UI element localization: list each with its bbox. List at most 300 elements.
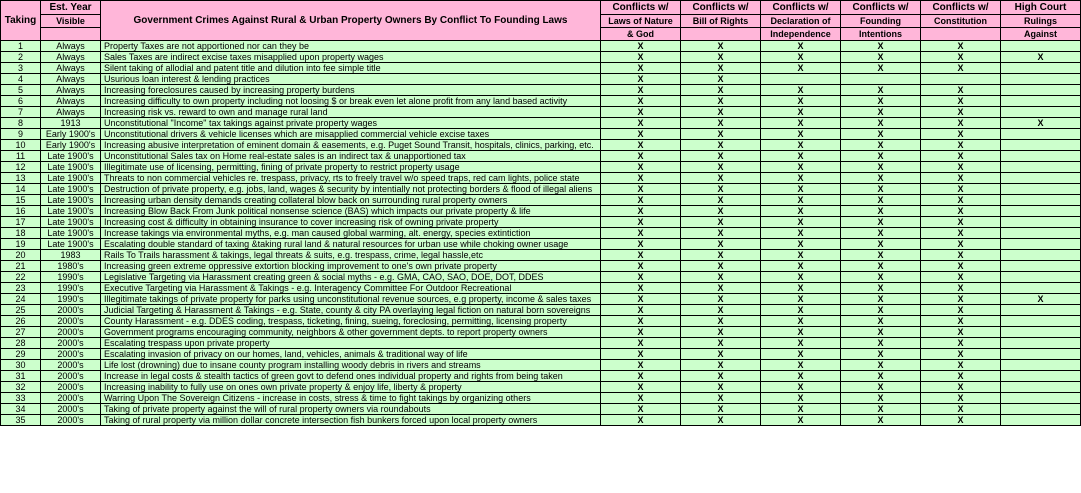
cell-taking-number: 31 bbox=[1, 371, 41, 382]
cell-high-court-rulings bbox=[1001, 195, 1081, 206]
cell-conflict-constitution: X bbox=[921, 52, 1001, 63]
cell-est-year: 1990's bbox=[41, 294, 101, 305]
cell-conflict-declaration: X bbox=[761, 228, 841, 239]
cell-conflict-constitution: X bbox=[921, 272, 1001, 283]
cell-conflict-bill-of-rights: X bbox=[681, 151, 761, 162]
cell-high-court-rulings bbox=[1001, 360, 1081, 371]
table-row bbox=[1, 184, 1081, 195]
cell-est-year: Early 1900's bbox=[41, 129, 101, 140]
cell-conflict-constitution: X bbox=[921, 360, 1001, 371]
cell-conflict-nature: X bbox=[601, 261, 681, 272]
header-conflict-founding-3: Intentions bbox=[841, 28, 921, 41]
cell-conflict-nature: X bbox=[601, 41, 681, 52]
header-conflict-doi-3: Independence bbox=[761, 28, 841, 41]
table-row bbox=[1, 162, 1081, 173]
table-row bbox=[1, 272, 1081, 283]
cell-est-year: 2000's bbox=[41, 316, 101, 327]
cell-conflict-bill-of-rights: X bbox=[681, 393, 761, 404]
cell-conflict-bill-of-rights: X bbox=[681, 294, 761, 305]
table-row bbox=[1, 74, 1081, 85]
cell-description: Escalating invasion of privacy on our homes, land, vehicles, animals & traditional way of life bbox=[101, 349, 601, 360]
cell-est-year: Late 1900's bbox=[41, 239, 101, 250]
cell-description: Threats to non commercial vehicles re. trespass, privacy, rts to freely travel w/o speed traps, red cam lights, police state bbox=[101, 173, 601, 184]
cell-est-year: Always bbox=[41, 107, 101, 118]
cell-conflict-nature: X bbox=[601, 415, 681, 426]
cell-conflict-founding-intentions: X bbox=[841, 393, 921, 404]
cell-description: Increasing green extreme oppressive extortion blocking improvement to one's own private property bbox=[101, 261, 601, 272]
cell-description: Executive Targeting via Harassment & Takings - e.g. Interagency Committee For Outdoor Recreational bbox=[101, 283, 601, 294]
cell-conflict-nature: X bbox=[601, 118, 681, 129]
cell-description: Increasing inability to fully use on ones own private property & enjoy life, liberty & property bbox=[101, 382, 601, 393]
cell-est-year: 2000's bbox=[41, 349, 101, 360]
table-row bbox=[1, 85, 1081, 96]
cell-taking-number: 25 bbox=[1, 305, 41, 316]
cell-est-year: 2000's bbox=[41, 404, 101, 415]
table-row bbox=[1, 338, 1081, 349]
cell-conflict-declaration: X bbox=[761, 316, 841, 327]
cell-conflict-constitution: X bbox=[921, 96, 1001, 107]
cell-description: Increasing cost & difficulty in obtaining insurance to cover increasing risk of owning private property bbox=[101, 217, 601, 228]
cell-est-year: 2000's bbox=[41, 305, 101, 316]
cell-taking-number: 4 bbox=[1, 74, 41, 85]
table-row bbox=[1, 305, 1081, 316]
cell-description: Increasing abusive interpretation of eminent domain & easements, e.g. Puget Sound Transit, hospitals, clinics, parking, etc. bbox=[101, 140, 601, 151]
cell-est-year: 2000's bbox=[41, 393, 101, 404]
cell-taking-number: 21 bbox=[1, 261, 41, 272]
cell-taking-number: 5 bbox=[1, 85, 41, 96]
cell-description: Life lost (drowning) due to insane county program installing woody debris in rivers and streams bbox=[101, 360, 601, 371]
cell-conflict-bill-of-rights: X bbox=[681, 349, 761, 360]
cell-conflict-founding-intentions: X bbox=[841, 294, 921, 305]
cell-conflict-nature: X bbox=[601, 228, 681, 239]
cell-conflict-founding-intentions bbox=[841, 74, 921, 85]
cell-conflict-founding-intentions: X bbox=[841, 63, 921, 74]
header-conflict-nature-2: Laws of Nature bbox=[601, 15, 681, 28]
cell-high-court-rulings bbox=[1001, 272, 1081, 283]
cell-conflict-founding-intentions: X bbox=[841, 305, 921, 316]
cell-est-year: 1980's bbox=[41, 261, 101, 272]
header-conflict-constitution-1: Conflicts w/ bbox=[921, 1, 1001, 15]
cell-taking-number: 33 bbox=[1, 393, 41, 404]
cell-conflict-declaration: X bbox=[761, 371, 841, 382]
cell-taking-number: 27 bbox=[1, 327, 41, 338]
cell-taking-number: 24 bbox=[1, 294, 41, 305]
table-row bbox=[1, 415, 1081, 426]
cell-est-year: Always bbox=[41, 96, 101, 107]
cell-conflict-constitution: X bbox=[921, 41, 1001, 52]
cell-conflict-constitution: X bbox=[921, 250, 1001, 261]
header-conflict-nature-3: & God bbox=[601, 28, 681, 41]
cell-est-year: Late 1900's bbox=[41, 206, 101, 217]
cell-conflict-nature: X bbox=[601, 96, 681, 107]
cell-conflict-constitution: X bbox=[921, 261, 1001, 272]
cell-description: Escalating trespass upon private property bbox=[101, 338, 601, 349]
cell-conflict-bill-of-rights: X bbox=[681, 283, 761, 294]
cell-conflict-nature: X bbox=[601, 162, 681, 173]
cell-conflict-bill-of-rights: X bbox=[681, 140, 761, 151]
cell-conflict-constitution: X bbox=[921, 195, 1001, 206]
cell-conflict-bill-of-rights: X bbox=[681, 206, 761, 217]
cell-est-year: 2000's bbox=[41, 371, 101, 382]
cell-conflict-declaration: X bbox=[761, 63, 841, 74]
cell-conflict-bill-of-rights: X bbox=[681, 382, 761, 393]
cell-conflict-constitution: X bbox=[921, 327, 1001, 338]
cell-high-court-rulings bbox=[1001, 162, 1081, 173]
cell-conflict-founding-intentions: X bbox=[841, 371, 921, 382]
cell-conflict-constitution: X bbox=[921, 316, 1001, 327]
cell-conflict-founding-intentions: X bbox=[841, 41, 921, 52]
page-title: Government Crimes Against Rural & Urban Property Owners By Conflict To Founding Laws bbox=[101, 1, 601, 41]
header-highcourt-3: Against bbox=[1001, 28, 1081, 41]
cell-high-court-rulings: X bbox=[1001, 118, 1081, 129]
cell-high-court-rulings bbox=[1001, 415, 1081, 426]
cell-conflict-constitution: X bbox=[921, 415, 1001, 426]
cell-est-year: 2000's bbox=[41, 327, 101, 338]
cell-est-year: 2000's bbox=[41, 415, 101, 426]
cell-conflict-nature: X bbox=[601, 217, 681, 228]
cell-conflict-nature: X bbox=[601, 272, 681, 283]
cell-conflict-bill-of-rights: X bbox=[681, 305, 761, 316]
cell-conflict-nature: X bbox=[601, 349, 681, 360]
cell-conflict-founding-intentions: X bbox=[841, 151, 921, 162]
cell-conflict-bill-of-rights: X bbox=[681, 74, 761, 85]
cell-description: Escalating double standard of taxing &taking rural land & natural resources for urban use while choking owner usage bbox=[101, 239, 601, 250]
cell-est-year: 1983 bbox=[41, 250, 101, 261]
cell-high-court-rulings bbox=[1001, 261, 1081, 272]
cell-high-court-rulings bbox=[1001, 338, 1081, 349]
cell-conflict-founding-intentions: X bbox=[841, 261, 921, 272]
cell-description: Increasing foreclosures caused by increasing property burdens bbox=[101, 85, 601, 96]
cell-conflict-nature: X bbox=[601, 173, 681, 184]
table-row bbox=[1, 118, 1081, 129]
cell-description: Unconstitutional drivers & vehicle licenses which are misapplied commercial vehicle excise taxes bbox=[101, 129, 601, 140]
cell-high-court-rulings bbox=[1001, 250, 1081, 261]
table-row bbox=[1, 228, 1081, 239]
cell-conflict-bill-of-rights: X bbox=[681, 250, 761, 261]
header-highcourt-2: Rulings bbox=[1001, 15, 1081, 28]
cell-high-court-rulings bbox=[1001, 85, 1081, 96]
table-row bbox=[1, 206, 1081, 217]
cell-conflict-founding-intentions: X bbox=[841, 327, 921, 338]
cell-conflict-nature: X bbox=[601, 52, 681, 63]
cell-conflict-constitution: X bbox=[921, 162, 1001, 173]
header-year-visible: Visible bbox=[41, 15, 101, 28]
cell-est-year: Early 1900's bbox=[41, 140, 101, 151]
table-row bbox=[1, 261, 1081, 272]
cell-conflict-founding-intentions: X bbox=[841, 382, 921, 393]
table-row bbox=[1, 360, 1081, 371]
table-row bbox=[1, 173, 1081, 184]
cell-conflict-declaration: X bbox=[761, 151, 841, 162]
table-row bbox=[1, 151, 1081, 162]
table-row bbox=[1, 217, 1081, 228]
cell-conflict-constitution: X bbox=[921, 129, 1001, 140]
cell-conflict-nature: X bbox=[601, 129, 681, 140]
cell-taking-number: 29 bbox=[1, 349, 41, 360]
header-conflict-constitution-3 bbox=[921, 28, 1001, 41]
cell-high-court-rulings bbox=[1001, 283, 1081, 294]
cell-conflict-founding-intentions: X bbox=[841, 228, 921, 239]
cell-conflict-nature: X bbox=[601, 85, 681, 96]
cell-conflict-bill-of-rights: X bbox=[681, 360, 761, 371]
cell-conflict-nature: X bbox=[601, 239, 681, 250]
cell-taking-number: 35 bbox=[1, 415, 41, 426]
cell-description: Rails To Trails harassment & takings, legal threats & suits, e.g. trespass, crime, legal hassle,etc bbox=[101, 250, 601, 261]
cell-est-year: Late 1900's bbox=[41, 151, 101, 162]
cell-high-court-rulings bbox=[1001, 393, 1081, 404]
cell-conflict-founding-intentions: X bbox=[841, 349, 921, 360]
cell-high-court-rulings bbox=[1001, 41, 1081, 52]
cell-high-court-rulings bbox=[1001, 107, 1081, 118]
cell-est-year: Always bbox=[41, 85, 101, 96]
cell-conflict-constitution: X bbox=[921, 305, 1001, 316]
table-row bbox=[1, 294, 1081, 305]
cell-conflict-founding-intentions: X bbox=[841, 250, 921, 261]
cell-high-court-rulings bbox=[1001, 96, 1081, 107]
cell-high-court-rulings: X bbox=[1001, 294, 1081, 305]
header-taking: Taking bbox=[1, 1, 41, 41]
cell-conflict-declaration: X bbox=[761, 52, 841, 63]
cell-high-court-rulings bbox=[1001, 217, 1081, 228]
cell-conflict-bill-of-rights: X bbox=[681, 404, 761, 415]
cell-description: Increasing Blow Back From Junk political nonsense science (BAS) which impacts our private property & life bbox=[101, 206, 601, 217]
cell-high-court-rulings bbox=[1001, 151, 1081, 162]
cell-conflict-constitution: X bbox=[921, 151, 1001, 162]
cell-taking-number: 17 bbox=[1, 217, 41, 228]
cell-conflict-declaration: X bbox=[761, 217, 841, 228]
cell-conflict-nature: X bbox=[601, 250, 681, 261]
cell-conflict-nature: X bbox=[601, 63, 681, 74]
cell-conflict-nature: X bbox=[601, 294, 681, 305]
table-row bbox=[1, 316, 1081, 327]
cell-conflict-declaration: X bbox=[761, 118, 841, 129]
cell-conflict-bill-of-rights: X bbox=[681, 327, 761, 338]
cell-taking-number: 32 bbox=[1, 382, 41, 393]
cell-conflict-nature: X bbox=[601, 404, 681, 415]
cell-taking-number: 14 bbox=[1, 184, 41, 195]
table-row bbox=[1, 140, 1081, 151]
cell-conflict-bill-of-rights: X bbox=[681, 239, 761, 250]
cell-conflict-bill-of-rights: X bbox=[681, 162, 761, 173]
table-row bbox=[1, 250, 1081, 261]
cell-taking-number: 20 bbox=[1, 250, 41, 261]
cell-high-court-rulings bbox=[1001, 184, 1081, 195]
cell-high-court-rulings bbox=[1001, 206, 1081, 217]
cell-conflict-nature: X bbox=[601, 195, 681, 206]
cell-conflict-nature: X bbox=[601, 327, 681, 338]
cell-conflict-bill-of-rights: X bbox=[681, 261, 761, 272]
cell-description: Warring Upon The Sovereign Citizens - increase in costs, stress & time to fight takings by organizing others bbox=[101, 393, 601, 404]
cell-description: Judicial Targeting & Harassment & Takings - e.g. State, county & city PA overlaying legal fiction on natural born sovereigns bbox=[101, 305, 601, 316]
cell-est-year: Late 1900's bbox=[41, 228, 101, 239]
cell-conflict-constitution: X bbox=[921, 239, 1001, 250]
cell-conflict-constitution bbox=[921, 74, 1001, 85]
cell-conflict-declaration: X bbox=[761, 96, 841, 107]
table-row bbox=[1, 63, 1081, 74]
cell-taking-number: 34 bbox=[1, 404, 41, 415]
cell-high-court-rulings: X bbox=[1001, 52, 1081, 63]
table-row bbox=[1, 41, 1081, 52]
header-est-year: Est. Year bbox=[41, 1, 101, 15]
header-conflict-bor-2: Bill of Rights bbox=[681, 15, 761, 28]
cell-est-year: Always bbox=[41, 74, 101, 85]
cell-taking-number: 3 bbox=[1, 63, 41, 74]
cell-conflict-founding-intentions: X bbox=[841, 283, 921, 294]
cell-conflict-bill-of-rights: X bbox=[681, 41, 761, 52]
cell-conflict-declaration: X bbox=[761, 173, 841, 184]
cell-description: Increase in legal costs & stealth tactics of green govt to defend ones individual property and rights from being taken bbox=[101, 371, 601, 382]
cell-conflict-bill-of-rights: X bbox=[681, 338, 761, 349]
cell-conflict-bill-of-rights: X bbox=[681, 184, 761, 195]
cell-description: Unconstitutional "Income" tax takings against private property wages bbox=[101, 118, 601, 129]
cell-description: Illegitimate use of licensing, permitting, fining of private property to restrict property usage bbox=[101, 162, 601, 173]
cell-conflict-founding-intentions: X bbox=[841, 129, 921, 140]
cell-description: Legislative Targeting via Harassment creating green & social myths - e.g. GMA, CAO, SAO, DOE, DOT, DDES bbox=[101, 272, 601, 283]
cell-conflict-bill-of-rights: X bbox=[681, 415, 761, 426]
cell-est-year: Always bbox=[41, 52, 101, 63]
header-conflict-founding-1: Conflicts w/ bbox=[841, 1, 921, 15]
cell-description: Taking of rural property via million dollar concrete intersection fish bunkers forced upon local property owners bbox=[101, 415, 601, 426]
cell-conflict-declaration: X bbox=[761, 41, 841, 52]
cell-high-court-rulings bbox=[1001, 239, 1081, 250]
cell-conflict-bill-of-rights: X bbox=[681, 217, 761, 228]
cell-est-year: 1913 bbox=[41, 118, 101, 129]
cell-conflict-declaration: X bbox=[761, 206, 841, 217]
cell-conflict-constitution: X bbox=[921, 118, 1001, 129]
cell-conflict-bill-of-rights: X bbox=[681, 52, 761, 63]
cell-conflict-founding-intentions: X bbox=[841, 162, 921, 173]
cell-est-year: Always bbox=[41, 63, 101, 74]
cell-description: Unconstitutional Sales tax on Home real-estate sales is an indirect tax & unapportioned tax bbox=[101, 151, 601, 162]
cell-conflict-declaration: X bbox=[761, 261, 841, 272]
cell-conflict-constitution: X bbox=[921, 338, 1001, 349]
cell-high-court-rulings bbox=[1001, 349, 1081, 360]
cell-high-court-rulings bbox=[1001, 305, 1081, 316]
cell-high-court-rulings bbox=[1001, 382, 1081, 393]
cell-conflict-nature: X bbox=[601, 140, 681, 151]
cell-high-court-rulings bbox=[1001, 63, 1081, 74]
cell-conflict-founding-intentions: X bbox=[841, 272, 921, 283]
cell-est-year: 1990's bbox=[41, 272, 101, 283]
cell-conflict-nature: X bbox=[601, 338, 681, 349]
table-row bbox=[1, 371, 1081, 382]
cell-conflict-nature: X bbox=[601, 371, 681, 382]
cell-conflict-bill-of-rights: X bbox=[681, 96, 761, 107]
cell-conflict-founding-intentions: X bbox=[841, 173, 921, 184]
cell-conflict-declaration: X bbox=[761, 239, 841, 250]
cell-description: Destruction of private property, e.g. jobs, land, wages & security by intentially not protecting borders & flood of illegal aliens bbox=[101, 184, 601, 195]
cell-conflict-bill-of-rights: X bbox=[681, 118, 761, 129]
cell-description: Usurious loan interest & lending practices bbox=[101, 74, 601, 85]
table-row bbox=[1, 96, 1081, 107]
cell-taking-number: 11 bbox=[1, 151, 41, 162]
cell-conflict-declaration: X bbox=[761, 327, 841, 338]
cell-high-court-rulings bbox=[1001, 228, 1081, 239]
cell-conflict-declaration: X bbox=[761, 107, 841, 118]
cell-description: Sales Taxes are indirect excise taxes misapplied upon property wages bbox=[101, 52, 601, 63]
cell-conflict-founding-intentions: X bbox=[841, 316, 921, 327]
table-row bbox=[1, 404, 1081, 415]
cell-conflict-constitution: X bbox=[921, 140, 1001, 151]
cell-conflict-founding-intentions: X bbox=[841, 415, 921, 426]
cell-taking-number: 23 bbox=[1, 283, 41, 294]
header-highcourt-1: High Court bbox=[1001, 1, 1081, 15]
header-conflict-founding-2: Founding bbox=[841, 15, 921, 28]
cell-conflict-bill-of-rights: X bbox=[681, 371, 761, 382]
cell-conflict-constitution: X bbox=[921, 206, 1001, 217]
cell-conflict-bill-of-rights: X bbox=[681, 195, 761, 206]
cell-conflict-bill-of-rights: X bbox=[681, 129, 761, 140]
cell-taking-number: 10 bbox=[1, 140, 41, 151]
cell-conflict-founding-intentions: X bbox=[841, 217, 921, 228]
header-conflict-bor-3 bbox=[681, 28, 761, 41]
cell-taking-number: 13 bbox=[1, 173, 41, 184]
cell-description: Property Taxes are not apportioned nor can they be bbox=[101, 41, 601, 52]
cell-high-court-rulings bbox=[1001, 371, 1081, 382]
cell-taking-number: 6 bbox=[1, 96, 41, 107]
cell-conflict-nature: X bbox=[601, 151, 681, 162]
cell-conflict-bill-of-rights: X bbox=[681, 63, 761, 74]
cell-est-year: Late 1900's bbox=[41, 217, 101, 228]
cell-est-year: Late 1900's bbox=[41, 173, 101, 184]
cell-high-court-rulings bbox=[1001, 404, 1081, 415]
cell-conflict-constitution: X bbox=[921, 184, 1001, 195]
cell-conflict-constitution: X bbox=[921, 217, 1001, 228]
header-conflict-constitution-2: Constitution bbox=[921, 15, 1001, 28]
cell-conflict-constitution: X bbox=[921, 294, 1001, 305]
cell-description: Government programs encouraging community, neighbors & other government depts. to report property owners bbox=[101, 327, 601, 338]
cell-conflict-nature: X bbox=[601, 316, 681, 327]
table-header bbox=[1, 1, 1081, 41]
cell-est-year: Late 1900's bbox=[41, 162, 101, 173]
cell-conflict-founding-intentions: X bbox=[841, 118, 921, 129]
cell-taking-number: 7 bbox=[1, 107, 41, 118]
table-row bbox=[1, 195, 1081, 206]
cell-conflict-constitution: X bbox=[921, 382, 1001, 393]
cell-high-court-rulings bbox=[1001, 74, 1081, 85]
cell-conflict-nature: X bbox=[601, 74, 681, 85]
cell-conflict-declaration: X bbox=[761, 338, 841, 349]
table-row bbox=[1, 107, 1081, 118]
cell-description: Increasing risk vs. reward to own and manage rural land bbox=[101, 107, 601, 118]
cell-conflict-founding-intentions: X bbox=[841, 107, 921, 118]
cell-conflict-founding-intentions: X bbox=[841, 404, 921, 415]
cell-conflict-nature: X bbox=[601, 107, 681, 118]
cell-conflict-declaration: X bbox=[761, 305, 841, 316]
cell-conflict-founding-intentions: X bbox=[841, 85, 921, 96]
cell-conflict-nature: X bbox=[601, 305, 681, 316]
cell-taking-number: 15 bbox=[1, 195, 41, 206]
cell-taking-number: 28 bbox=[1, 338, 41, 349]
cell-high-court-rulings bbox=[1001, 140, 1081, 151]
cell-taking-number: 12 bbox=[1, 162, 41, 173]
cell-conflict-nature: X bbox=[601, 393, 681, 404]
cell-conflict-declaration: X bbox=[761, 360, 841, 371]
cell-conflict-bill-of-rights: X bbox=[681, 107, 761, 118]
cell-conflict-founding-intentions: X bbox=[841, 140, 921, 151]
cell-taking-number: 19 bbox=[1, 239, 41, 250]
cell-conflict-nature: X bbox=[601, 184, 681, 195]
cell-taking-number: 1 bbox=[1, 41, 41, 52]
cell-high-court-rulings bbox=[1001, 173, 1081, 184]
table-row bbox=[1, 327, 1081, 338]
cell-conflict-founding-intentions: X bbox=[841, 184, 921, 195]
table-row bbox=[1, 393, 1081, 404]
cell-conflict-bill-of-rights: X bbox=[681, 85, 761, 96]
cell-conflict-nature: X bbox=[601, 206, 681, 217]
table-row bbox=[1, 239, 1081, 250]
cell-taking-number: 2 bbox=[1, 52, 41, 63]
